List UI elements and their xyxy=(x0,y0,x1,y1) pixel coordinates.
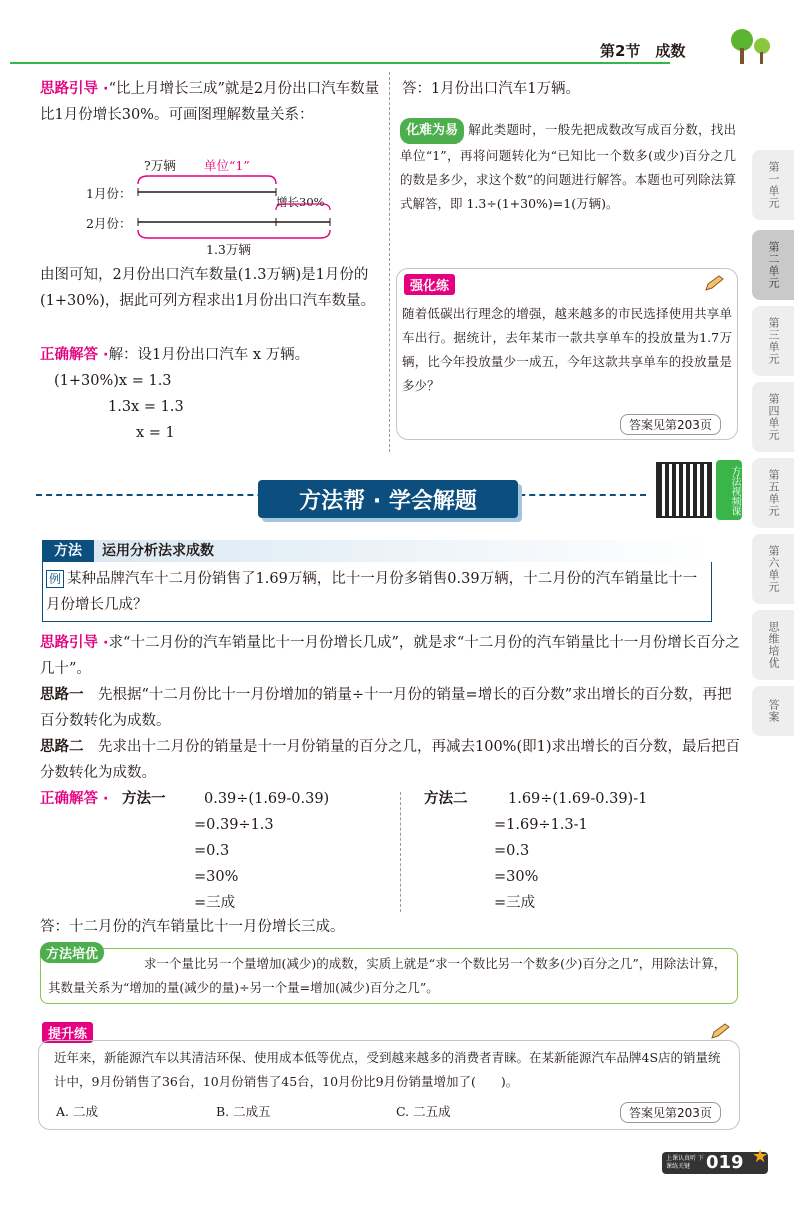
practice-header xyxy=(404,274,455,295)
m1-line: =0.3 xyxy=(194,843,230,859)
tip-text: 求一个量比另一个量增加(减少)的成数，实质上就是“求一个数比另一个数多(少)百分之几”，用除法计算，其数量关系为“增加的量(减少的量)÷另一个量=增加(减少)百分之几”。 xyxy=(48,956,727,995)
pencil-icon xyxy=(704,274,726,292)
section-title: 第2节 成数 xyxy=(600,42,686,60)
answer-reference[interactable]: 答案见第203页 xyxy=(620,414,721,435)
pencil-icon xyxy=(710,1022,732,1040)
left-guide: 思路引导 ·“比上月增长三成”就是2月份出口汽车数量比1月份增长30%。可画图理解数量关系： xyxy=(40,81,380,123)
example-text: 例 某种品牌汽车十二月份销售了1.69万辆，比十一月份多销售0.39万辆，十二月份的汽车销量比十一月份增长几成？ xyxy=(46,571,698,613)
side-tab-unit4[interactable]: 第四单元 xyxy=(752,382,794,452)
m2-line: =30% xyxy=(494,869,539,885)
diagram-row1-label: 1月份： xyxy=(86,186,132,201)
simplify-note: 化难为易 解此类题时，一般先把成数改写成百分数，找出单位“1”，再将问题转化为“已知比一个数多(或少)百分之几的数是多少，求这个数”的问题进行解答。本题也可列除法算式解答，即 1.3÷(1+30%)=1(万辆)。 xyxy=(400,118,736,216)
m1-line: =三成 xyxy=(194,895,236,911)
example-tag: 例 xyxy=(46,570,64,588)
footer-slogan: 上课认真听 下课练关键 xyxy=(666,1155,704,1170)
header-divider xyxy=(10,62,670,64)
practice-text: 随着低碳出行理念的增强，越来越多的市民选择使用共享单车出行。据统计，去年某市一款共享单车的投放量为1.7万辆，比今年投放量少一成五，今年这款共享单车的投放量是多少？ xyxy=(402,306,732,393)
m1-line: =0.39÷1.3 xyxy=(194,817,274,833)
practice2-tag: 提升练 xyxy=(42,1022,93,1043)
right-answer: 答：1月份出口汽车1万辆。 xyxy=(402,81,580,97)
diagram-top-label: ?万辆 xyxy=(144,158,176,173)
tree-icon xyxy=(726,26,774,64)
equation-3: x = 1 xyxy=(136,425,175,441)
idea-two: 思路二 先求出十二月份的销量是十一月份销量的百分之几，再减去100%(即1)求出增长的百分数，最后把百分数转化为成数。 xyxy=(40,739,740,781)
star-icon: ★ xyxy=(752,1146,769,1167)
method-divider xyxy=(400,792,401,912)
side-tab-unit5[interactable]: 第五单元 xyxy=(752,458,794,528)
diagram-bottom-label: 1.3万辆 xyxy=(206,242,251,257)
method-tag: 方法 xyxy=(42,540,94,562)
m1-line: 0.39÷(1.69-0.39) xyxy=(204,791,330,807)
side-tab-unit3[interactable]: 第三单元 xyxy=(752,306,794,376)
column-divider xyxy=(389,72,390,452)
side-tab-thinking[interactable]: 思维培优 xyxy=(752,610,794,680)
practice-tag: 强化练 xyxy=(404,274,455,295)
method-conclusion: 答：十二月份的汽车销量比十一月份增长三成。 xyxy=(40,919,345,935)
diagram-lines xyxy=(40,154,380,264)
qr-code-icon[interactable] xyxy=(656,462,712,518)
method-guide: 思路引导 ·求“十二月份的汽车销量比十一月份增长几成”，就是求“十二月份的汽车销量比十一月份增长百分之几十”。 xyxy=(40,635,740,677)
m1-line: =30% xyxy=(194,869,239,885)
m2-line: =1.69÷1.3-1 xyxy=(494,817,588,833)
left-answer: 正确解答 ·解：设1月份出口汽车 x 万辆。 xyxy=(40,347,310,363)
side-tab-unit2[interactable]: 第二单元 xyxy=(752,230,794,300)
side-tab-answers[interactable]: 答案 xyxy=(752,686,794,736)
m2-line: 1.69÷(1.69-0.39)-1 xyxy=(508,791,648,807)
m2-line: =三成 xyxy=(494,895,536,911)
diagram-row2-label: 2月份： xyxy=(86,216,132,231)
method-two-steps xyxy=(494,786,648,916)
equation-1: (1+30%)x = 1.3 xyxy=(54,373,172,389)
method-banner: 方法帮 · 学会解题 xyxy=(258,480,518,518)
method-two-label: 方法二 xyxy=(424,791,468,807)
practice2-text: 近年来，新能源汽车以其清洁环保、使用成本低等优点，受到越来越多的消费者青睐。在某新能源汽车品牌4S店的销量统计中，9月份销售了36台，10月份销售了45台，10月份比9月份销量增加了( )。 xyxy=(54,1050,721,1089)
diagram-unit-label: 单位“1” xyxy=(204,158,250,173)
method-title: 运用分析法求成数 xyxy=(102,543,214,559)
option-b[interactable]: B. 二成五 xyxy=(216,1104,271,1119)
video-lesson-label[interactable]: 方法视频课 xyxy=(716,460,742,520)
tip-tag: 方法培优 xyxy=(40,942,104,963)
idea-one: 思路一 先根据“十二月份比十一月份增加的销量÷十一月份的销量=增长的百分数”求出增长的百分数，再把百分数转化为成数。 xyxy=(40,687,732,729)
left-explanation: 由图可知，2月份出口汽车数量(1.3万辆)是1月份的(1+30%)，据此可列方程求出1月份出口汽车数量。 xyxy=(40,267,376,309)
equation-2: 1.3x = 1.3 xyxy=(108,399,184,415)
simplify-tag: 化难为易 xyxy=(400,118,464,144)
side-tab-unit6[interactable]: 第六单元 xyxy=(752,534,794,604)
side-tab-unit1[interactable]: 第一单元 xyxy=(752,150,794,220)
option-a[interactable]: A. 二成 xyxy=(56,1104,98,1119)
m2-line: =0.3 xyxy=(494,843,530,859)
quantity-diagram xyxy=(40,154,380,264)
method-answer-label: 正确解答 · xyxy=(40,791,109,807)
method-one-steps xyxy=(194,786,330,916)
method-one-label: 方法一 xyxy=(122,791,166,807)
page-number: 019 xyxy=(706,1152,744,1173)
diagram-increase-label: 增长30% xyxy=(276,195,325,209)
answer-reference[interactable]: 答案见第203页 xyxy=(620,1102,721,1123)
option-c[interactable]: C. 二五成 xyxy=(396,1104,451,1119)
